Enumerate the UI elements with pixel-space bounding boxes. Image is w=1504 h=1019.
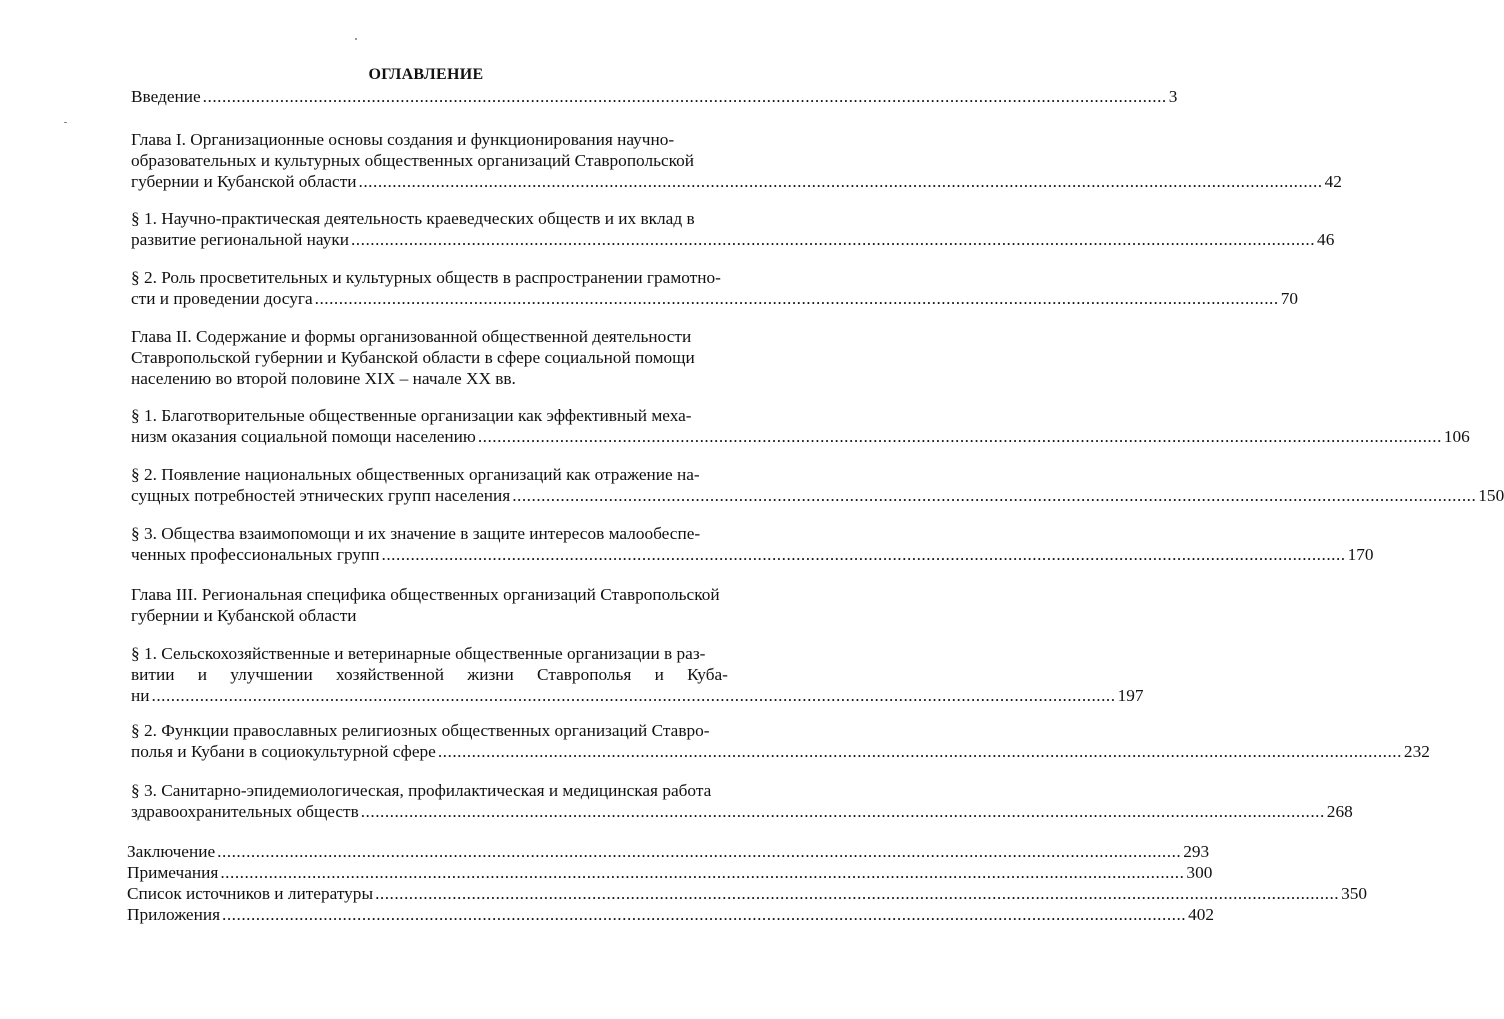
- toc-text-line: Глава I. Организационные основы создания и функционирования научно-: [131, 130, 675, 149]
- toc-entry-label: ченных профессиональных групп: [131, 545, 380, 564]
- toc-entry-label: Примечания: [127, 863, 219, 882]
- toc-word: и: [654, 665, 664, 684]
- toc-page-number: 3: [1168, 87, 1178, 106]
- toc-entry-intro[interactable]: [131, 86, 1178, 107]
- toc-entry-ch1-sec2[interactable]: [131, 267, 1298, 309]
- toc-entry-label: сущных потребностей этнических групп населения: [131, 486, 511, 505]
- toc-entry-label: ни: [131, 686, 150, 705]
- toc-word: витии: [131, 665, 175, 684]
- dot-leader: ........................................................................................................................................................................................................: [375, 884, 1340, 903]
- toc-entry-label: развитие региональной науки: [131, 230, 349, 249]
- toc-word: жизни: [467, 665, 514, 684]
- dot-leader: ........................................................................................................................................................................................................: [314, 289, 1279, 308]
- toc-entry-label: населению во второй половине XIX – начале XX вв.: [131, 369, 516, 388]
- toc-entry-chapter-1[interactable]: [131, 129, 1342, 192]
- toc-page-number: 150: [1478, 486, 1504, 505]
- toc-text-line: § 2. Роль просветительных и культурных обществ в распространении грамотно-: [131, 268, 721, 287]
- toc-page-number: 197: [1117, 686, 1144, 705]
- dot-leader: ........................................................................................................................................................................................................: [358, 172, 1323, 191]
- toc-entry-ch2-sec1[interactable]: [131, 405, 1470, 447]
- dot-leader: ........................................................................................................................................................................................................: [217, 842, 1182, 861]
- toc-heading: ОГЛАВЛЕНИЕ: [368, 66, 484, 83]
- toc-page-number: 232: [1403, 742, 1430, 761]
- toc-entry-ch2-sec2[interactable]: [131, 464, 1504, 506]
- toc-word: и: [197, 665, 207, 684]
- toc-page-number: 268: [1326, 802, 1353, 821]
- dot-leader: ........................................................................................................................................................................................................: [360, 802, 1325, 821]
- toc-text-line: § 1. Сельскохозяйственные и ветеринарные общественные организации в раз-: [131, 644, 706, 663]
- toc-entry-ch3-sec1[interactable]: [131, 643, 1144, 706]
- toc-word: Куба-: [687, 665, 728, 684]
- toc-text-line: образовательных и культурных общественных организаций Ставропольской: [131, 151, 695, 170]
- dot-leader: ........................................................................................................................................................................................................: [222, 905, 1187, 924]
- toc-text-line: § 1. Благотворительные общественные организации как эффективный меха-: [131, 406, 692, 425]
- dot-leader: ........................................................................................................................................................................................................: [202, 87, 1167, 106]
- toc-entry-label: здравоохранительных обществ: [131, 802, 359, 821]
- toc-entry-notes[interactable]: [127, 862, 1213, 883]
- toc-word: Ставрополья: [537, 665, 632, 684]
- dot-leader: ........................................................................................................................................................................................................: [512, 486, 1477, 505]
- toc-entry-conclusion[interactable]: [127, 841, 1210, 862]
- toc-entry-appendices[interactable]: [127, 904, 1215, 925]
- toc-entry-label: Введение: [131, 87, 201, 106]
- toc-text-line: § 3. Общества взаимопомощи и их значение в защите интересов малообеспе-: [131, 524, 701, 543]
- toc-text-line: Глава III. Региональная специфика общественных организаций Ставропольской: [131, 585, 720, 604]
- toc-entry-ch1-sec1[interactable]: [131, 208, 1335, 250]
- toc-entry-chapter-3[interactable]: [131, 584, 728, 626]
- toc-entry-sources[interactable]: [127, 883, 1368, 904]
- toc-text-line: § 1. Научно-практическая деятельность краеведческих обществ и их вклад в: [131, 209, 695, 228]
- toc-page-number: 350: [1341, 884, 1368, 903]
- toc-page-number: 402: [1188, 905, 1215, 924]
- toc-entry-label: Приложения: [127, 905, 221, 924]
- toc-text-line: Ставропольской губернии и Кубанской области в сфере социальной помощи: [131, 348, 695, 367]
- toc-entry-chapter-2[interactable]: [131, 326, 728, 389]
- toc-entry-label: губернии и Кубанской области: [131, 606, 357, 625]
- toc-page-number: 46: [1317, 230, 1335, 249]
- toc-text-line: § 3. Санитарно-эпидемиологическая, профилактическая и медицинская работа: [131, 781, 712, 800]
- toc-page-number: 170: [1347, 545, 1374, 564]
- toc-text-line: Глава II. Содержание и формы организованной общественной деятельности: [131, 327, 692, 346]
- toc-page-number: 300: [1186, 863, 1213, 882]
- toc-word: улучшении: [230, 665, 313, 684]
- toc-entry-label: низм оказания социальной помощи населению: [131, 427, 476, 446]
- toc-entry-ch2-sec3[interactable]: [131, 523, 1374, 565]
- scan-speck: [64, 122, 67, 123]
- toc-entry-ch3-sec2[interactable]: [131, 720, 1430, 762]
- toc-page-number: 293: [1183, 842, 1210, 861]
- toc-word: хозяйственной: [336, 665, 445, 684]
- scan-speck: [355, 38, 357, 40]
- toc-text-line: § 2. Появление национальных общественных организаций как отражение на-: [131, 465, 700, 484]
- dot-leader: ........................................................................................................................................................................................................: [477, 427, 1442, 446]
- toc-entry-label: сти и проведении досуга: [131, 289, 313, 308]
- toc-page-number: 106: [1443, 427, 1470, 446]
- toc-entry-label: полья и Кубани в социокультурной сфере: [131, 742, 436, 761]
- toc-entry-label: Заключение: [127, 842, 216, 861]
- toc-text-line: § 2. Функции православных религиозных общественных организаций Ставро-: [131, 721, 710, 740]
- dot-leader: ........................................................................................................................................................................................................: [437, 742, 1402, 761]
- toc-entry-ch3-sec3[interactable]: [131, 780, 1353, 822]
- toc-text-line: [131, 664, 728, 685]
- dot-leader: ........................................................................................................................................................................................................: [350, 230, 1316, 249]
- toc-page-number: 70: [1280, 289, 1298, 308]
- toc-entry-label: губернии и Кубанской области: [131, 172, 357, 191]
- toc-back-matter: [127, 841, 1368, 925]
- toc-entry-label: Список источников и литературы: [127, 884, 374, 903]
- dot-leader: ........................................................................................................................................................................................................: [220, 863, 1185, 882]
- dot-leader: ........................................................................................................................................................................................................: [151, 686, 1116, 705]
- dot-leader: ........................................................................................................................................................................................................: [381, 545, 1346, 564]
- toc-page-number: 42: [1324, 172, 1342, 191]
